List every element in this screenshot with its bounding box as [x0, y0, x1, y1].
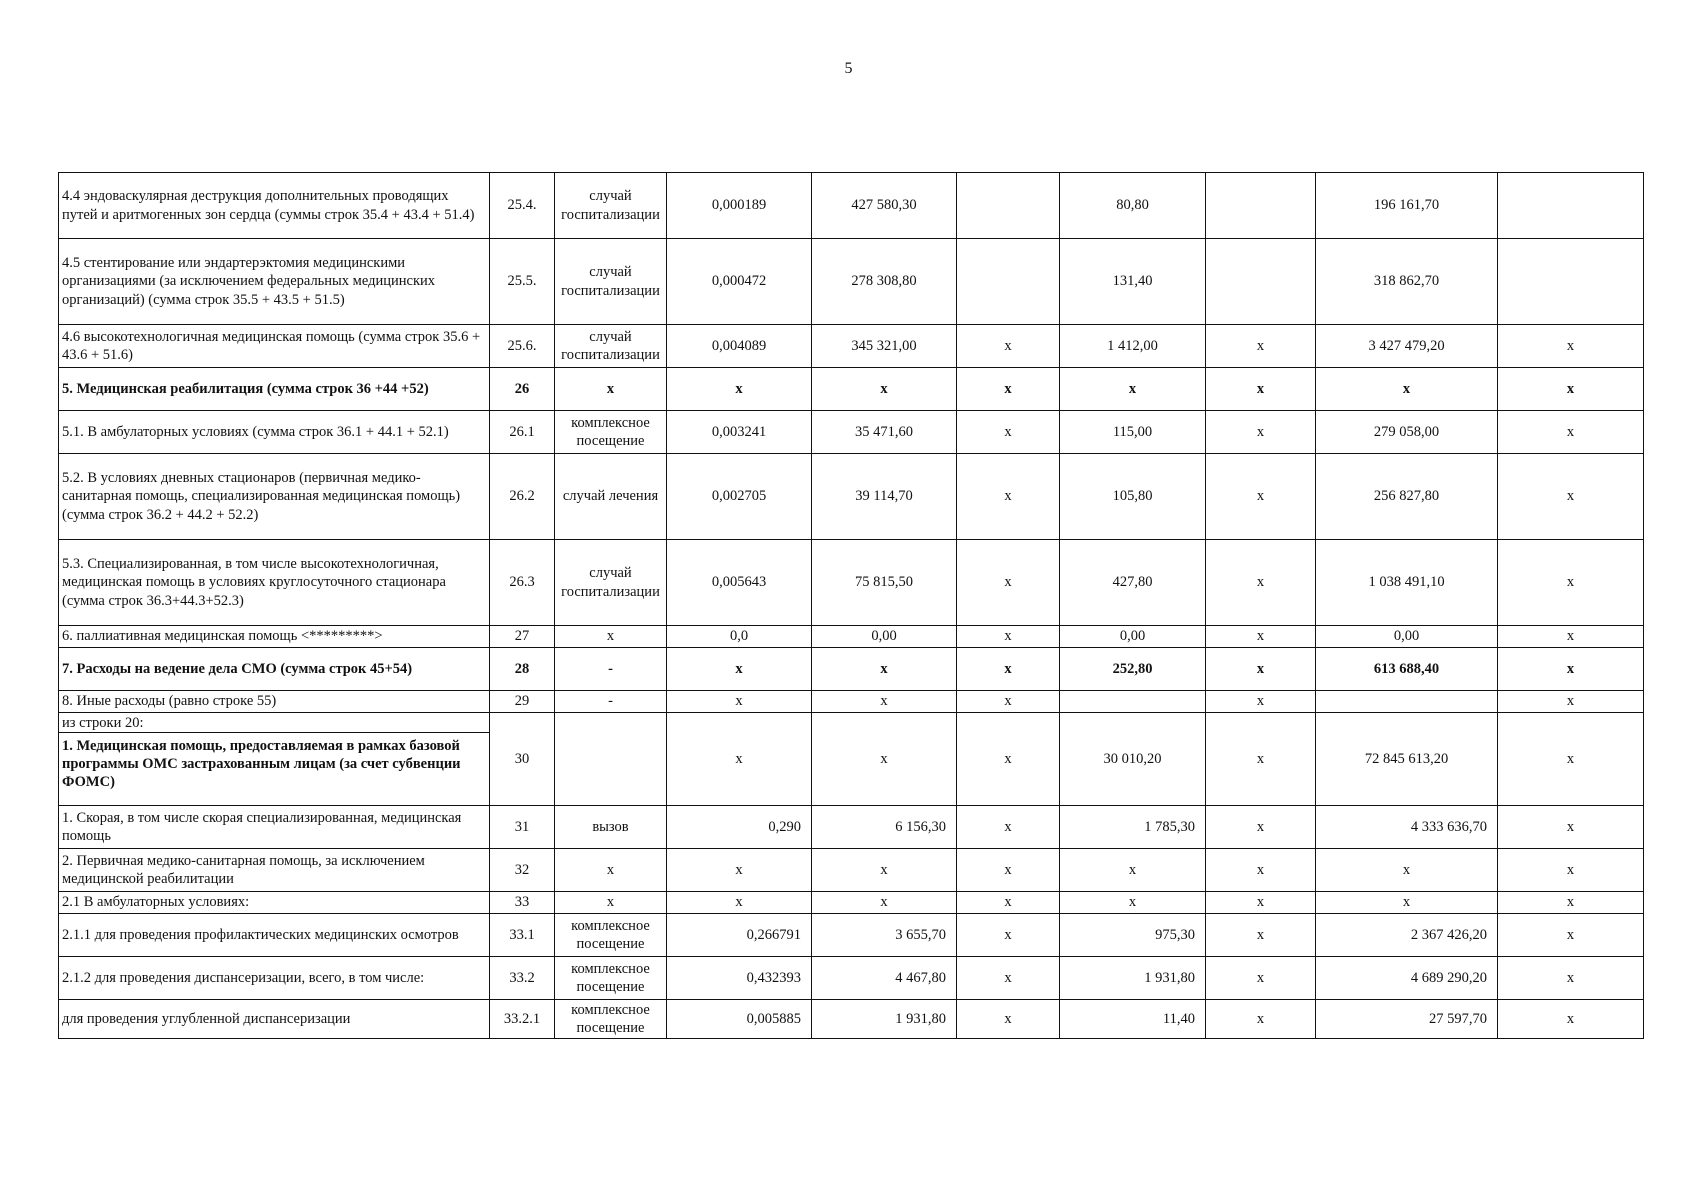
cell-row-code: 29: [490, 691, 555, 713]
cell-per-capita-oms: 427,80: [1060, 540, 1206, 626]
cell-cost-budget: х: [1206, 691, 1316, 713]
cell-cost-budget: х: [1206, 454, 1316, 540]
cell-row-code: 25.6.: [490, 325, 555, 368]
cell-cost-budget: х: [1206, 1000, 1316, 1039]
cell-cost-oms: 318 862,70: [1316, 239, 1498, 325]
cell-cost-norm: х: [812, 892, 957, 914]
cell-per-capita-oms: 0,00: [1060, 626, 1206, 648]
cell-volume-norm: 0,002705: [667, 454, 812, 540]
cell-percent: х: [1498, 914, 1644, 957]
table-row: [59, 173, 1644, 239]
cell-row-label: 4.4 эндоваскулярная деструкция дополнительных проводящих путей и аритмогенных зон сердца (суммы строк 35.4 + 43.4 + 51.4): [59, 173, 490, 239]
cell-per-capita-budget: х: [957, 411, 1060, 454]
cell-row-code: 27: [490, 626, 555, 648]
cell-volume-norm: х: [667, 713, 812, 806]
cell-per-capita-budget: х: [957, 540, 1060, 626]
table-row: [59, 806, 1644, 849]
cell-per-capita-oms: 115,00: [1060, 411, 1206, 454]
cell-percent: х: [1498, 691, 1644, 713]
cell-row-label: 2.1.1 для проведения профилактических медицинских осмотров: [59, 914, 490, 957]
cell-per-capita-oms: [1060, 691, 1206, 713]
cell-per-capita-oms: 1 412,00: [1060, 325, 1206, 368]
cell-row-label: 2.1 В амбулаторных условиях:: [59, 892, 490, 914]
cell-cost-budget: х: [1206, 626, 1316, 648]
table-row: [59, 368, 1644, 411]
cell-per-capita-oms: 30 010,20: [1060, 713, 1206, 806]
table-row: [59, 892, 1644, 914]
cell-volume-norm: 0,000472: [667, 239, 812, 325]
table-row: [59, 691, 1644, 713]
table-row: [59, 239, 1644, 325]
cell-per-capita-budget: х: [957, 713, 1060, 806]
cell-volume-norm: х: [667, 368, 812, 411]
cell-row-code: 31: [490, 806, 555, 849]
cell-percent: [1498, 173, 1644, 239]
cell-percent: х: [1498, 325, 1644, 368]
cell-volume-norm: 0,003241: [667, 411, 812, 454]
row-label-text: 1. Медицинская помощь, предоставляемая в рамках базовой программы ОМС застрахованным лицам (за счет субвенции ФОМС): [62, 738, 461, 791]
cell-percent: х: [1498, 892, 1644, 914]
cell-row-label: 7. Расходы на ведение дела СМО (сумма строк 45+54): [59, 648, 490, 691]
cell-row-label: для проведения углубленной диспансеризации: [59, 1000, 490, 1039]
cell-volume-norm: 0,0: [667, 626, 812, 648]
cell-row-code: 25.5.: [490, 239, 555, 325]
cell-percent: х: [1498, 806, 1644, 849]
cell-cost-budget: х: [1206, 368, 1316, 411]
cell-volume-norm: 0,000189: [667, 173, 812, 239]
table-row: [59, 411, 1644, 454]
cell-per-capita-budget: х: [957, 648, 1060, 691]
cell-cost-oms: 256 827,80: [1316, 454, 1498, 540]
cell-cost-oms: [1316, 691, 1498, 713]
table-row: [59, 648, 1644, 691]
cell-cost-oms: 613 688,40: [1316, 648, 1498, 691]
cell-unit: случай госпитализации: [555, 239, 667, 325]
cell-cost-norm: 75 815,50: [812, 540, 957, 626]
cell-cost-oms: 27 597,70: [1316, 1000, 1498, 1039]
cell-cost-oms: 4 333 636,70: [1316, 806, 1498, 849]
cell-cost-norm: 35 471,60: [812, 411, 957, 454]
cell-percent: х: [1498, 713, 1644, 806]
cell-row-code: 26.2: [490, 454, 555, 540]
cell-per-capita-oms: 80,80: [1060, 173, 1206, 239]
cell-row-label: 5.1. В амбулаторных условиях (сумма строк 36.1 + 44.1 + 52.1): [59, 411, 490, 454]
cell-unit: случай госпитализации: [555, 173, 667, 239]
cell-percent: х: [1498, 540, 1644, 626]
cell-volume-norm: 0,432393: [667, 957, 812, 1000]
cell-volume-norm: 0,266791: [667, 914, 812, 957]
cell-row-code: 33.1: [490, 914, 555, 957]
cell-unit: комплексное посещение: [555, 957, 667, 1000]
cell-cost-oms: 3 427 479,20: [1316, 325, 1498, 368]
cell-cost-norm: 278 308,80: [812, 239, 957, 325]
table-row: [59, 325, 1644, 368]
cell-cost-budget: х: [1206, 806, 1316, 849]
cell-per-capita-budget: х: [957, 914, 1060, 957]
cell-row-code: 30: [490, 713, 555, 806]
cell-cost-budget: [1206, 173, 1316, 239]
cell-percent: х: [1498, 648, 1644, 691]
cell-unit: [555, 713, 667, 806]
table-row: [59, 1000, 1644, 1039]
cell-percent: [1498, 239, 1644, 325]
cell-cost-budget: [1206, 239, 1316, 325]
cell-percent: х: [1498, 411, 1644, 454]
cell-unit: вызов: [555, 806, 667, 849]
cell-per-capita-oms: 1 931,80: [1060, 957, 1206, 1000]
cell-percent: х: [1498, 957, 1644, 1000]
cell-cost-budget: х: [1206, 540, 1316, 626]
section-label: из строки 20:: [59, 713, 489, 733]
cell-unit: случай лечения: [555, 454, 667, 540]
cell-row-code: 26.3: [490, 540, 555, 626]
cell-cost-norm: х: [812, 849, 957, 892]
cell-volume-norm: х: [667, 691, 812, 713]
cell-cost-budget: х: [1206, 713, 1316, 806]
cell-row-label: 5.2. В условиях дневных стационаров (первичная медико-санитарная помощь, специализированная медицинская помощь) (сумма строк 36.2 + 44.2 + 52.2): [59, 454, 490, 540]
cell-row-label: 5. Медицинская реабилитация (сумма строк 36 +44 +52): [59, 368, 490, 411]
cell-per-capita-budget: х: [957, 849, 1060, 892]
cell-row-label: 8. Иные расходы (равно строке 55): [59, 691, 490, 713]
table-row: [59, 957, 1644, 1000]
cell-cost-norm: 39 114,70: [812, 454, 957, 540]
cell-per-capita-oms: 131,40: [1060, 239, 1206, 325]
cell-row-label: 4.5 стентирование или эндартерэктомия медицинскими организациями (за исключением федеральных медицинских организаций) (сумма строк 35.5 + 43.5 + 51.5): [59, 239, 490, 325]
cell-percent: х: [1498, 454, 1644, 540]
cell-cost-oms: 4 689 290,20: [1316, 957, 1498, 1000]
cell-row-code: 28: [490, 648, 555, 691]
cell-unit: комплексное посещение: [555, 411, 667, 454]
cell-percent: х: [1498, 849, 1644, 892]
cell-cost-norm: х: [812, 368, 957, 411]
cell-volume-norm: 0,005643: [667, 540, 812, 626]
cell-row-label: 2. Первичная медико-санитарная помощь, за исключением медицинской реабилитации: [59, 849, 490, 892]
cell-per-capita-budget: х: [957, 806, 1060, 849]
cell-per-capita-budget: х: [957, 691, 1060, 713]
cell-per-capita-oms: 252,80: [1060, 648, 1206, 691]
cell-unit: х: [555, 849, 667, 892]
cell-cost-budget: х: [1206, 849, 1316, 892]
cell-per-capita-budget: х: [957, 957, 1060, 1000]
cell-per-capita-budget: [957, 173, 1060, 239]
cell-per-capita-budget: [957, 239, 1060, 325]
cell-cost-norm: 1 931,80: [812, 1000, 957, 1039]
cell-row-label: 2.1.2 для проведения диспансеризации, всего, в том числе:: [59, 957, 490, 1000]
cell-cost-norm: 3 655,70: [812, 914, 957, 957]
cell-cost-budget: х: [1206, 648, 1316, 691]
cell-per-capita-budget: х: [957, 325, 1060, 368]
cell-percent: х: [1498, 1000, 1644, 1039]
cell-cost-oms: х: [1316, 849, 1498, 892]
cell-unit: х: [555, 626, 667, 648]
cell-unit: случай госпитализации: [555, 540, 667, 626]
cell-per-capita-budget: х: [957, 626, 1060, 648]
cell-cost-norm: х: [812, 713, 957, 806]
cell-cost-norm: 345 321,00: [812, 325, 957, 368]
cell-cost-oms: х: [1316, 368, 1498, 411]
cell-row-code: 25.4.: [490, 173, 555, 239]
cell-per-capita-oms: 105,80: [1060, 454, 1206, 540]
cell-volume-norm: 0,290: [667, 806, 812, 849]
cell-cost-budget: х: [1206, 914, 1316, 957]
table-row: [59, 454, 1644, 540]
cell-per-capita-oms: 11,40: [1060, 1000, 1206, 1039]
cell-per-capita-oms: х: [1060, 849, 1206, 892]
cell-unit: -: [555, 648, 667, 691]
cell-row-label: 4.6 высокотехнологичная медицинская помощь (сумма строк 35.6 + 43.6 + 51.6): [59, 325, 490, 368]
cell-cost-oms: 2 367 426,20: [1316, 914, 1498, 957]
cell-row-label: 5.3. Специализированная, в том числе высокотехнологичная, медицинская помощь в условиях круглосуточного стационара (сумма строк 36.3+44.3+52.3): [59, 540, 490, 626]
cell-unit: комплексное посещение: [555, 914, 667, 957]
cell-row-code: 26: [490, 368, 555, 411]
cell-row-label: [59, 713, 490, 806]
cell-unit: комплексное посещение: [555, 1000, 667, 1039]
table-row: [59, 540, 1644, 626]
cell-cost-oms: 1 038 491,10: [1316, 540, 1498, 626]
cell-cost-oms: 72 845 613,20: [1316, 713, 1498, 806]
cell-cost-norm: х: [812, 648, 957, 691]
cell-volume-norm: х: [667, 648, 812, 691]
cell-volume-norm: 0,004089: [667, 325, 812, 368]
cell-cost-norm: х: [812, 691, 957, 713]
cell-cost-oms: х: [1316, 892, 1498, 914]
cell-cost-norm: 0,00: [812, 626, 957, 648]
cell-volume-norm: 0,005885: [667, 1000, 812, 1039]
cell-cost-budget: х: [1206, 892, 1316, 914]
table-row: [59, 626, 1644, 648]
cell-cost-oms: 196 161,70: [1316, 173, 1498, 239]
cell-per-capita-oms: 975,30: [1060, 914, 1206, 957]
page-number: 5: [844, 60, 853, 77]
cell-unit: х: [555, 368, 667, 411]
cell-row-label: 1. Скорая, в том числе скорая специализированная, медицинская помощь: [59, 806, 490, 849]
cell-row-code: 33.2.1: [490, 1000, 555, 1039]
cell-per-capita-budget: х: [957, 368, 1060, 411]
cell-cost-budget: х: [1206, 325, 1316, 368]
cell-cost-norm: 4 467,80: [812, 957, 957, 1000]
financing-table: [58, 172, 1644, 1039]
cell-cost-oms: 0,00: [1316, 626, 1498, 648]
cell-volume-norm: х: [667, 849, 812, 892]
cell-unit: -: [555, 691, 667, 713]
cell-cost-budget: х: [1206, 957, 1316, 1000]
table-row: [59, 713, 1644, 806]
cell-unit: х: [555, 892, 667, 914]
cell-cost-norm: 6 156,30: [812, 806, 957, 849]
cell-cost-oms: 279 058,00: [1316, 411, 1498, 454]
cell-per-capita-budget: х: [957, 892, 1060, 914]
cell-per-capita-budget: х: [957, 1000, 1060, 1039]
cell-per-capita-oms: х: [1060, 368, 1206, 411]
table-row: [59, 914, 1644, 957]
cell-volume-norm: х: [667, 892, 812, 914]
cell-row-code: 26.1: [490, 411, 555, 454]
cell-row-label: 6. паллиативная медицинская помощь <*********>: [59, 626, 490, 648]
cell-cost-norm: 427 580,30: [812, 173, 957, 239]
cell-percent: х: [1498, 368, 1644, 411]
table-row: [59, 849, 1644, 892]
cell-cost-budget: х: [1206, 411, 1316, 454]
cell-per-capita-oms: х: [1060, 892, 1206, 914]
cell-per-capita-budget: х: [957, 454, 1060, 540]
cell-row-code: 33: [490, 892, 555, 914]
cell-percent: х: [1498, 626, 1644, 648]
cell-row-code: 33.2: [490, 957, 555, 1000]
cell-row-code: 32: [490, 849, 555, 892]
cell-per-capita-oms: 1 785,30: [1060, 806, 1206, 849]
cell-unit: случай госпитализации: [555, 325, 667, 368]
